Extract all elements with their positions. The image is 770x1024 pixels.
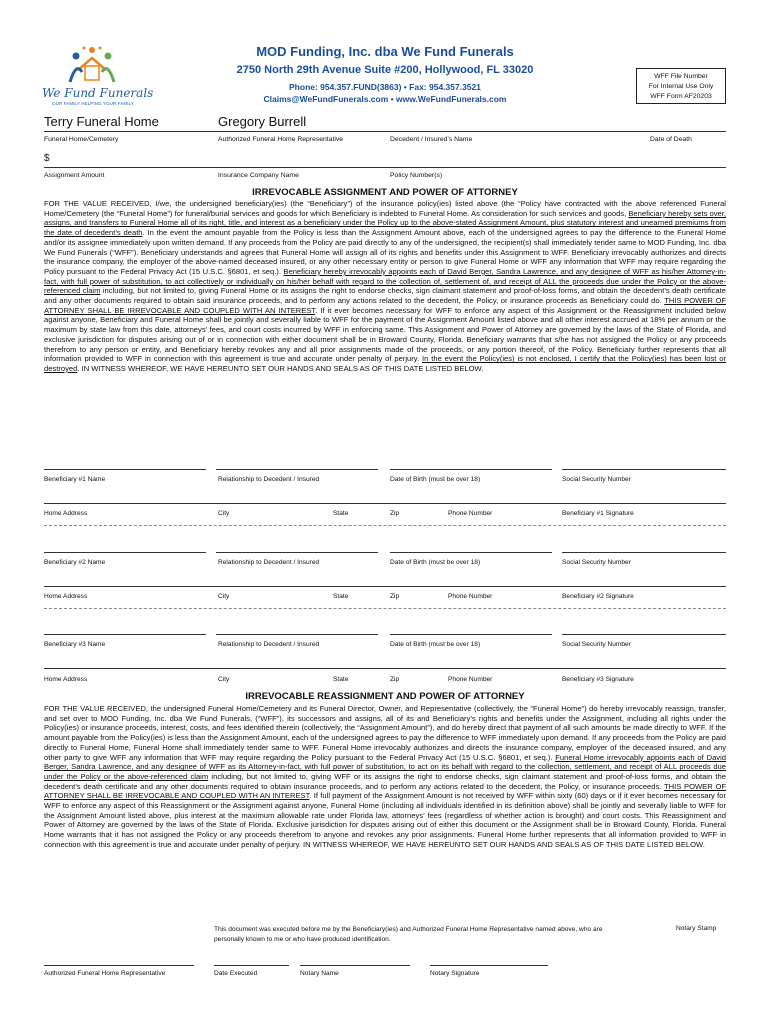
dob-label: Date of Birth (must be over 18) [390, 641, 481, 648]
reassignment-text: including, but not limited to, giving WFF or its assigns the right to endorse checks, sign claimant statement and proof-of-loss forms, and obtain the decedent’s death certificate and any other documents required to obtain insurance proceeds, and to perform any actions related to the decedent, the Policy, or insurance proceeds. [44, 771, 726, 791]
state-label: State [333, 593, 349, 600]
signature-label: Beneficiary #1 Signature [562, 510, 634, 517]
field-underline [44, 167, 726, 168]
field-underline [390, 634, 552, 635]
home-address-label: Home Address [44, 676, 88, 683]
reassignment-text: FOR THE VALUE RECEIVED, the undersigned Funeral Home/Cemetery and its Funeral Director, Owner, and Representative (collectively, the “Funeral Home”) do hereby irrevocably reassign, transfer, and set over to MOD Funding, Inc. dba We Fund Funerals, (“WFF”), its successors and assigns, all of its and Beneficiary’s rights and benefits under the Assignment, including all rights under the Policy(ies) or insurance proceeds, interest, costs, and fees identified therein (collectively, the “Assignment Amount”), and do hereby direct that payment of all such amounts be made directly to WFF. If the amount payable from the Policy(ies) is less than the Assignment Amount, each of the undersigned agrees to pay the difference to WFF immediately upon demand. If any proceeds from the Policy are paid directly to Funeral Home, Funeral Home shall immediately tender same to WFF. Funeral Home irrevocably authorizes and directs the insurance company, employer of the deceased insured, and any other party to give WFF any information that WFF may require regarding the Policy pursuant to the Federal Privacy Act (15 U.S.C. §6801, et seq.). [44, 704, 726, 762]
field-underline [44, 586, 726, 587]
dotted-divider [44, 525, 726, 526]
date-line[interactable] [214, 965, 289, 966]
assignment-body [44, 199, 726, 374]
rep-signature-label: Authorized Funeral Home Representative [44, 970, 166, 977]
field-underline [216, 469, 378, 470]
home-address-label: Home Address [44, 593, 88, 600]
notary-name-label: Notary Name [300, 970, 339, 977]
field-underline [562, 469, 726, 470]
beneficiary-name-label: Beneficiary #1 Name [44, 476, 106, 483]
field-underline [216, 552, 378, 553]
dob-label: Date of Birth (must be over 18) [390, 476, 481, 483]
phone-label: Phone Number [448, 676, 493, 683]
assignment-text: . If it ever becomes necessary for WFF to enforce any aspect of this Assignment or the Reassignment included below against anyone, Beneficiary and Funeral Home shall be jointly and severally liable to WFF for the payment of the Assignment Amount listed above and all other interest accrued at 18% per annum or the maximum by state law from this date, attorneys’ fees, and court costs incurred by WFF in enforcing same. This Assignment and Power of Attorney are governed by the laws of the State of Florida, and exclusive jurisdiction for disputes arising out of or in connection with either document shall be in Broward County, Florida. Beneficiary warrants that s/he has not assigned the Policy or any proceeds therefrom to any person or entity, and Beneficiary hereby revokes any and all prior assignments made of the proceeds, or any portion thereof, of the Policy. Beneficiary further represents that all information provided to WFF in connection with this agreement is true and accurate under penalty of perjury. [44, 305, 727, 364]
city-label: City [218, 593, 230, 600]
dotted-divider [44, 608, 726, 609]
company-email: Claims@WeFundFunerals.com • www.WeFundFunerals.com [263, 94, 507, 104]
relationship-label: Relationship to Decedent / Insured [218, 476, 320, 483]
signature-line[interactable] [44, 965, 194, 966]
assignment-amount-field[interactable]: $ [44, 153, 50, 164]
field-underline [390, 552, 552, 553]
wff-internal-box [636, 68, 726, 104]
assignment-text-underlined: THIS POWER OF ATTORNEY SHALL BE IRREVOCABLE AND COUPLED WITH AN INTEREST [44, 296, 726, 315]
field-underline [44, 552, 206, 553]
zip-label: Zip [390, 593, 400, 600]
beneficiary-name-label: Beneficiary #2 Name [44, 559, 106, 566]
field-underline [390, 469, 552, 470]
field-underline [44, 469, 206, 470]
wff-internal-use: For Internal Use Only [648, 83, 714, 90]
field-underline [44, 131, 726, 132]
city-label: City [218, 676, 230, 683]
notary-stamp-label: Notary Stamp [676, 925, 717, 932]
reassignment-text-underlined: THIS POWER OF ATTORNEY SHALL BE IRREVOCABLE AND COUPLED WITH AN INTEREST [44, 781, 727, 801]
representative-label: Authorized Funeral Home Representative [218, 136, 344, 143]
reassignment-title: IRREVOCABLE REASSIGNMENT AND POWER OF ATTORNEY [245, 691, 525, 702]
field-underline [216, 634, 378, 635]
logo-tagline: OUR FAMILY HELPING YOUR FAMILY [52, 101, 134, 106]
logo-text: We Fund Funerals [42, 86, 154, 100]
notary-note: This document was executed before me by the Beneficiary(ies) and Authorized Funeral Home Representative named above, who are personally known to me or who have produced identification. [214, 926, 603, 943]
dob-label: Date of Birth (must be over 18) [390, 559, 481, 566]
funeral-home-label: Funeral Home/Cemetery [44, 136, 119, 143]
field-underline [562, 552, 726, 553]
wff-form-number: WFF Form AF20203 [650, 93, 712, 100]
signature-label: Beneficiary #3 Signature [562, 676, 634, 683]
signature-label: Beneficiary #2 Signature [562, 593, 634, 600]
assignment-text-underlined: Beneficiary hereby irrevocably appoints each of David Berger, Sandra Lawrence, and any designee of WFF as his/her Attorney-in-fact, with full power of substitution, to act collectively or individually on his/her behalf with regard to the collection of, settlement of, and receipt of ALL the proceeds due under the Policy or the above-referenced claim [44, 266, 726, 296]
notary-signature-label: Notary Signature [430, 970, 480, 977]
assignment-text-underlined: In the event the Policy(ies) is not enclosed, I certify that the Policy(ies) has been lost or destroyed [44, 354, 726, 373]
phone-label: Phone Number [448, 593, 493, 600]
wff-file-number: WFF File Number [654, 73, 708, 80]
notary-signature-line[interactable] [430, 965, 548, 966]
field-underline [562, 634, 726, 635]
reassignment-text-underlined: Funeral Home irrevocably appoints each of David Berger, Sandra Lawrence, and any designee of WFF as its Attorney-in-fact, with full power of substitution, to act on its behalf with regard to the collection, settlement, and receipt of ALL proceeds due under the Policy or the above-referenced claim [44, 752, 726, 781]
beneficiary-name-label: Beneficiary #3 Name [44, 641, 106, 648]
assignment-text: . In the event the amount payable from the Policy is less than the Assignment Amount above, each of the undersigned agrees to pay the difference to the Funeral Home and/or its assignee immediately upon written demand. If any proceeds from the Policy are paid directly to any of the undersigned, the recipient(s) shall immediately tender same to MOD Funding, Inc. dba We Fund Funerals (“WFF”). Beneficiary understands and agrees that Funeral Home will assign all of its rights and benefits under this Assignment to WFF. Beneficiary irrevocably authorizes and directs the insurance company, the employer of the above-named deceased insured, or any other necessary entity or person to give Funeral Home or WFF any information that WFF may require regarding the Policy pursuant to the Federal Privacy Act (15 U.S.C. §6801, et seq.). [44, 228, 726, 276]
assignment-text: including, but not limited to, giving Funeral Home or its assigns the right to endorse checks, sign claimant statement and proof-of-loss forms, and obtain the decedent’s death certificate and any other documents required to obtain said insurance proceeds, and to perform any actions related to the decedent, the Policy, or insurance proceeds as Beneficiary could do. [44, 286, 726, 306]
insurance-company-label: Insurance Company Name [218, 172, 299, 179]
date-of-death-label: Date of Death [650, 136, 692, 143]
ssn-label: Social Security Number [562, 641, 631, 648]
phone-label: Phone Number [448, 510, 493, 517]
assignment-text-underlined: Beneficiary hereby sets over, assigns, and transfers to Funeral Home all of its right, title, and interest as a beneficiary under the Policy up to the above-stated Assignment Amount, plus statutory interest and unearned premiums from the date of decedent’s death [44, 208, 726, 238]
zip-label: Zip [390, 676, 400, 683]
notary-name-line[interactable] [300, 965, 410, 966]
zip-label: Zip [390, 510, 400, 517]
decedent-label: Decedent / Insured’s Name [390, 136, 473, 143]
field-underline [44, 634, 206, 635]
company-address: 2750 North 29th Avenue Suite #200, Hollywood, FL 33020 [236, 64, 534, 76]
state-label: State [333, 510, 349, 517]
relationship-label: Relationship to Decedent / Insured [218, 559, 320, 566]
field-underline [44, 668, 726, 669]
assignment-text: FOR THE VALUE RECEIVED, I/we, the undersigned beneficiary(ies) (the “Beneficiary”) of the insurance policy(ies) listed above (the “Policy have contracted with the above referenced Funeral Home/Cemetery (the “Funeral Home”) for funeral/burial services and goods for which Beneficiary is indebted to Funeral Home. As consideration for such services and goods, [44, 199, 726, 218]
company-phone: Phone: 954.357.FUND(3863) • Fax: 954.357.3521 [289, 82, 481, 92]
relationship-label: Relationship to Decedent / Insured [218, 641, 320, 648]
home-address-label: Home Address [44, 510, 88, 517]
assignment-text: . IN WITNESS WHEREOF, WE HAVE HEREUNTO SET OUR HANDS AND SEALS AS OF THIS DATE LISTED BELOW. [77, 363, 484, 373]
company-name: MOD Funding, Inc. dba We Fund Funerals [256, 44, 514, 59]
ssn-label: Social Security Number [562, 559, 631, 566]
date-executed-label: Date Executed [214, 970, 258, 977]
ssn-label: Social Security Number [562, 476, 631, 483]
reassignment-body [44, 704, 726, 850]
assignment-amount-label: Assignment Amount [44, 172, 105, 179]
state-label: State [333, 676, 349, 683]
reassignment-text: . If full payment of the Assignment Amount is not received by WFF within sixty (60) days or if it ever becomes necessary for WFF to enforce any aspect of this Reassignment or the Assignment against anyone, Funeral Home (including all individuals identified in its definition above) shall be jointly and severally liable to WFF for the Assignment Amount listed above, plus interest at the maximum allowable rate under Florida law, attorneys’ fees (regardless of whether action is brought) and court costs. This Reassignment and Power of Attorney are governed by the laws of the State of Florida. Exclusive jurisdiction for disputes arising out of either this document or the Assignment shall be in Broward County, Florida. Funeral Home warrants that it has not assigned the Policy or any proceeds therefrom to anyone and revokes any prior assignments. Funeral Home further represents that all information provided to WFF in connection with this agreement is true and accurate under penalty of perjury. IN WITNESS WHEREOF, WE HAVE HEREUNTO SET OUR HANDS AND SEALS AS OF THIS DATE LISTED BELOW. [44, 791, 727, 849]
city-label: City [218, 510, 230, 517]
representative-field[interactable]: Gregory Burrell [218, 114, 307, 129]
policy-number-label: Policy Number(s) [390, 172, 443, 179]
field-underline [44, 503, 726, 504]
assignment-title: IRREVOCABLE ASSIGNMENT AND POWER OF ATTORNEY [252, 187, 518, 198]
funeral-home-field[interactable]: Terry Funeral Home [44, 114, 159, 129]
